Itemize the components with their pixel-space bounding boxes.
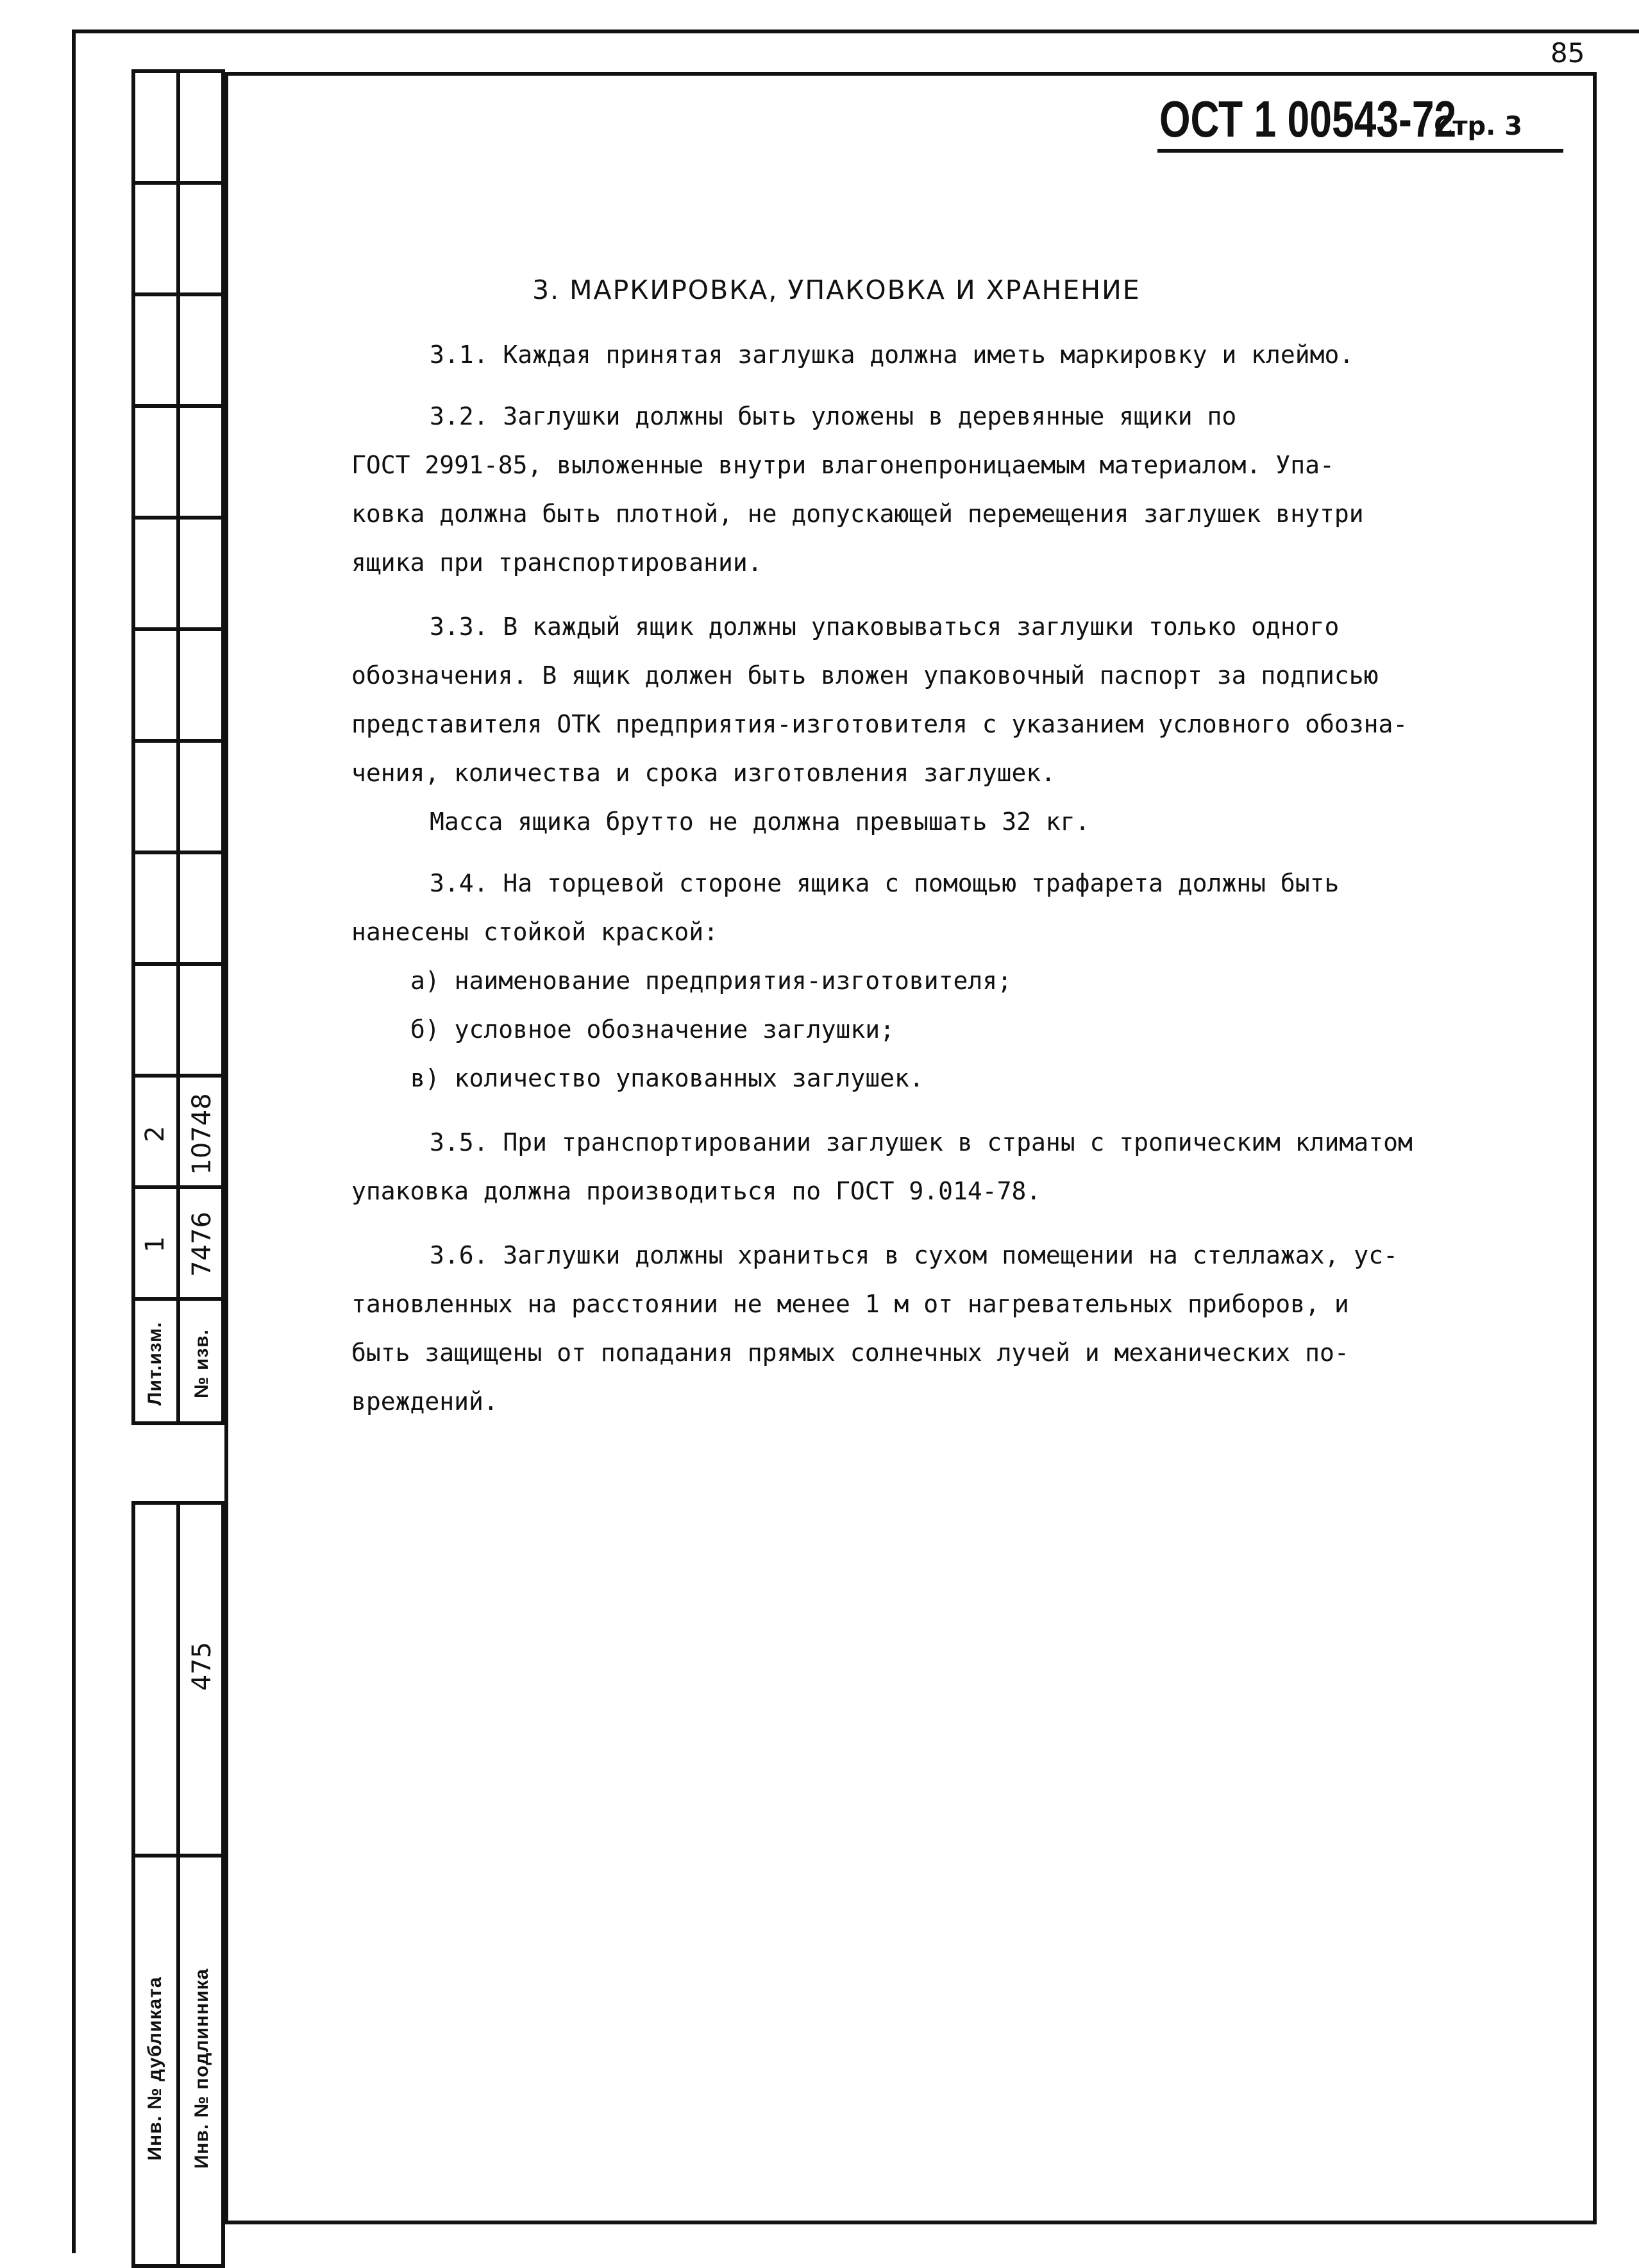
paragraph-line: 3.5. При транспортировании заглушек в страны с тропическим климатом: [430, 1128, 1413, 1156]
paragraph-line: 3.1. Каждая принятая заглушка должна иметь маркировку и клеймо.: [430, 341, 1354, 369]
strip-divider: [176, 69, 180, 1425]
strip-row-line: [131, 516, 225, 520]
paragraph-line: ящика при транспортировании.: [351, 548, 762, 577]
strip-row-line: [131, 292, 225, 296]
strip-row-line: [131, 962, 225, 966]
paragraph-line: вреждений.: [351, 1387, 498, 1416]
stamp-original-value: 475: [187, 1641, 217, 1691]
outer-frame-left: [72, 30, 76, 2253]
paragraph-line: упаковка должна производиться по ГОСТ 9.014-78.: [351, 1177, 1041, 1205]
strip-row-line: [131, 739, 225, 743]
list-item: а) наименование предприятия-изготовителя;: [410, 967, 1012, 995]
paragraph-line: Масса ящика брутто не должна превышать 32 кг.: [430, 808, 1090, 836]
document-code: ОСТ 1 00543-72: [1159, 90, 1457, 148]
paragraph-line: представителя ОТК предприятия-изготовителя с указанием условного обозна-: [351, 710, 1408, 738]
paragraph-line: 3.6. Заглушки должны храниться в сухом помещении на стеллажах, ус-: [430, 1241, 1398, 1269]
stamp-duplicate-label: Инв. № дубликата: [144, 1976, 165, 2161]
paragraph-line: ковка должна быть плотной, не допускающей перемещения заглушек внутри: [351, 500, 1364, 528]
paragraph-line: нанесены стойкой краской:: [351, 918, 718, 946]
header-underline: [1157, 149, 1563, 153]
strip-divider: [176, 1501, 180, 2268]
strip-row-line: [131, 1074, 225, 1078]
strip-row-line: [131, 181, 225, 185]
strip-row-line: [131, 1297, 225, 1301]
stamp-original-label: Инв. № подлинника: [191, 1968, 212, 2169]
paragraph-line: быть защищены от попадания прямых солнечных лучей и механических по-: [351, 1339, 1349, 1367]
strip-row-line: [131, 851, 225, 854]
paragraph-line: ГОСТ 2991-85, выложенные внутри влагонепроницаемым материалом. Упа-: [351, 451, 1334, 479]
strip-row-line: [131, 1185, 225, 1189]
list-item: б) условное обозначение заглушки;: [410, 1015, 895, 1044]
stamp-lit-label: Лит.изм.: [144, 1321, 165, 1406]
paragraph-line: 3.2. Заглушки должны быть уложены в деревянные ящики по: [430, 402, 1237, 430]
paragraph-line: 3.4. На торцевой стороне ящика с помощью трафарета должны быть: [430, 869, 1340, 897]
stamp-izv-label: № изв.: [191, 1329, 212, 1398]
page-number: 85: [1551, 37, 1585, 69]
stamp-lit-value-2: 2: [140, 1126, 170, 1142]
section-title: 3. МАРКИРОВКА, УПАКОВКА И ХРАНЕНИЕ: [532, 275, 1141, 305]
strip-row-line: [131, 627, 225, 631]
page-label: Стр. 3: [1434, 112, 1523, 141]
outer-frame-top: [72, 30, 1639, 33]
paragraph-line: 3.3. В каждый ящик должны упаковываться заглушки только одного: [430, 613, 1340, 641]
stamp-lit-value-1: 1: [140, 1236, 170, 1253]
paragraph-line: тановленных на расстоянии не менее 1 м от нагревательных приборов, и: [351, 1290, 1349, 1318]
paragraph-line: чения, количества и срока изготовления заглушек.: [351, 759, 1056, 787]
list-item: в) количество упакованных заглушек.: [410, 1064, 924, 1092]
paragraph-line: обозначения. В ящик должен быть вложен упаковочный паспорт за подписью: [351, 661, 1379, 690]
stamp-izv-value-2: 10748: [187, 1093, 217, 1175]
stamp-izv-value-1: 7476: [187, 1212, 217, 1277]
strip-row-line: [131, 404, 225, 408]
strip-row-line: [131, 1854, 225, 1858]
